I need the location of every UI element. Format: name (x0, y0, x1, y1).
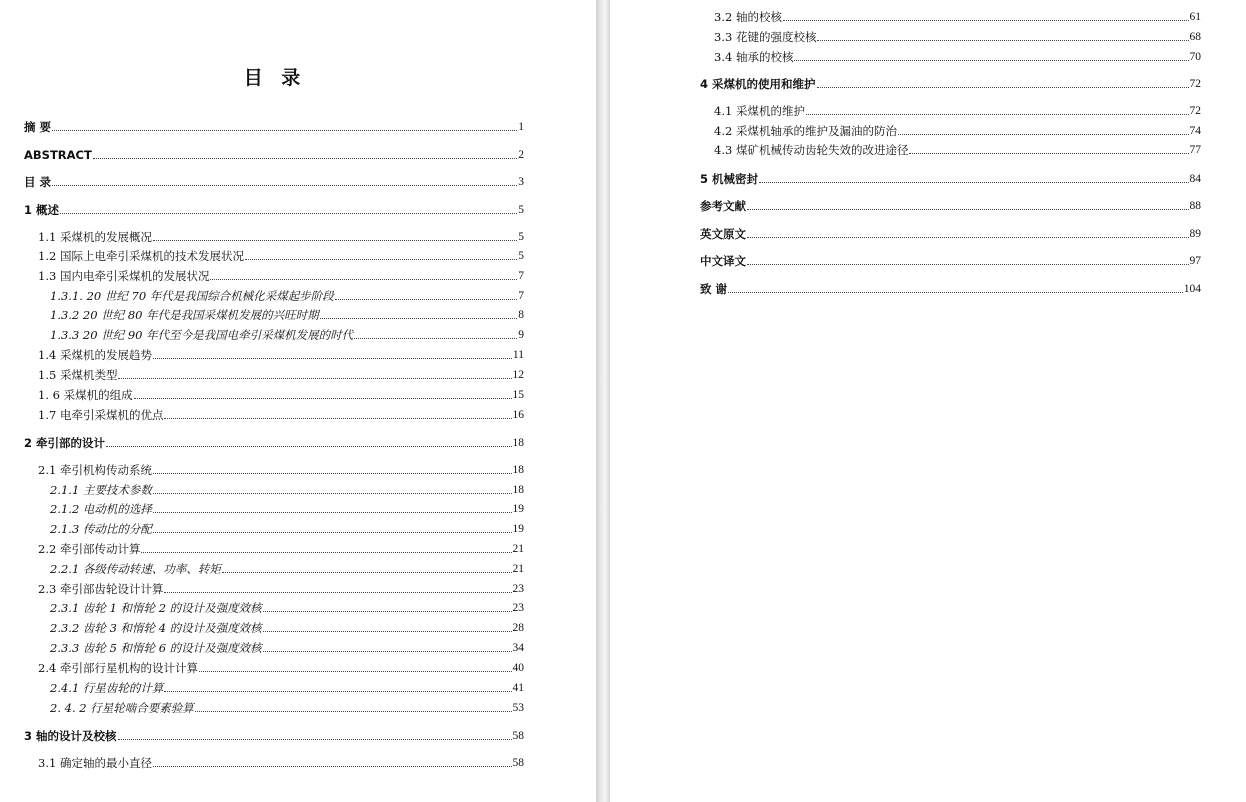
dot-leader (263, 630, 512, 632)
dot-leader (210, 278, 517, 280)
toc-entry[interactable] (38, 368, 524, 382)
toc-entry-title: 1.3.3 20 世纪 90 年代至今是我国电牵引采煤机发展的时代 (50, 328, 354, 342)
toc-entry-page-number: 97 (1189, 255, 1201, 267)
dot-leader (794, 59, 1188, 61)
toc-entry-page-number: 89 (1189, 228, 1201, 240)
toc-entry-title: 4.1 采煤机的维护 (714, 104, 805, 118)
toc-entry-title: 参考文献 (700, 199, 746, 213)
toc-entry[interactable] (50, 328, 524, 342)
toc-entry-page-number: 40 (512, 662, 524, 674)
toc-entry[interactable] (700, 282, 1201, 296)
dot-leader (153, 511, 512, 513)
toc-entry[interactable] (714, 50, 1201, 64)
toc-entry[interactable] (38, 348, 524, 362)
toc-entry[interactable] (38, 661, 524, 675)
dot-leader (153, 239, 517, 241)
toc-entry-page-number: 5 (518, 250, 524, 262)
toc-entry-page-number: 84 (1189, 173, 1201, 185)
toc-entry[interactable] (714, 143, 1201, 157)
toc-entry-page-number: 53 (512, 702, 524, 714)
toc-entry-page-number: 15 (512, 389, 524, 401)
toc-entry[interactable] (38, 463, 524, 477)
toc-entry[interactable] (38, 408, 524, 422)
dot-leader (164, 591, 511, 593)
toc-entry[interactable] (50, 502, 524, 516)
dot-leader (199, 670, 512, 672)
toc-entry-page-number: 72 (1189, 105, 1201, 117)
toc-entry-title: 4 采煤机的使用和维护 (700, 77, 816, 91)
toc-entry[interactable] (38, 249, 524, 263)
toc-entry[interactable] (50, 483, 524, 497)
toc-entry[interactable] (700, 227, 1201, 241)
toc-entry[interactable] (50, 289, 524, 303)
toc-entry[interactable] (38, 582, 524, 596)
toc-entry[interactable] (50, 522, 524, 536)
toc-entry-page-number: 68 (1189, 31, 1201, 43)
toc-entry-title: 1.3.2 20 世纪 80 年代是我国采煤机发展的兴旺时期 (50, 308, 319, 322)
toc-entry-title: 2.3.1 齿轮 1 和惰轮 2 的设计及强度效核 (50, 601, 262, 615)
toc-entry-page-number: 11 (512, 349, 524, 361)
toc-entry-title: 4.3 煤矿机械传动齿轮失效的改进途径 (714, 143, 909, 157)
toc-entry-title: 1.4 采煤机的发展趋势 (38, 348, 152, 362)
dot-leader (909, 152, 1188, 154)
left-page (0, 0, 596, 802)
dot-leader (728, 291, 1183, 293)
dot-leader (335, 298, 517, 300)
toc-entry[interactable] (700, 172, 1201, 186)
toc-entry-page-number: 3 (518, 176, 524, 188)
dot-leader (817, 86, 1189, 88)
toc-entry-title: 2.3 牵引部齿轮设计计算 (38, 582, 164, 596)
dot-leader (118, 377, 511, 379)
toc-entry-page-number: 19 (512, 523, 524, 535)
page-gutter (596, 0, 610, 802)
dot-leader (783, 19, 1189, 21)
toc-entry-title: 3.3 花键的强度校核 (714, 30, 817, 44)
toc-entry-page-number: 23 (512, 602, 524, 614)
toc-entry-page-number: 8 (518, 309, 524, 321)
dot-leader (134, 397, 512, 399)
toc-title: 目 录 (243, 67, 307, 89)
toc-entry-page-number: 77 (1189, 144, 1201, 156)
dot-leader (141, 551, 511, 553)
toc-entry[interactable] (50, 562, 524, 576)
toc-entry-page-number: 21 (512, 543, 524, 555)
toc-entry-title: 1.7 电牵引采煤机的优点 (38, 408, 164, 422)
toc-entry[interactable] (50, 681, 524, 695)
toc-entry[interactable] (24, 148, 524, 162)
toc-entry-title: 4.2 采煤机轴承的维护及漏油的防治 (714, 124, 897, 138)
toc-entry-page-number: 18 (512, 437, 524, 449)
toc-entry-title: 致 谢 (700, 282, 728, 296)
toc-entry[interactable] (714, 10, 1201, 24)
right-page (610, 0, 1246, 802)
toc-entry-page-number: 41 (512, 682, 524, 694)
dot-leader (747, 236, 1189, 238)
toc-entry-title: 1. 6 采煤机的组成 (38, 388, 133, 402)
dot-leader (153, 472, 512, 474)
toc-entry[interactable] (38, 230, 524, 244)
toc-entry-page-number: 23 (512, 583, 524, 595)
toc-entry-page-number: 88 (1189, 200, 1201, 212)
toc-entry-page-number: 16 (512, 409, 524, 421)
toc-entry[interactable] (38, 542, 524, 556)
toc-entry[interactable] (700, 254, 1201, 268)
toc-entry-title: 1.3 国内电牵引采煤机的发展状况 (38, 269, 210, 283)
toc-entry-title: 2.1 牵引机构传动系统 (38, 463, 152, 477)
toc-entry-title: 2.2.1 各级传动转速、功率、转矩 (50, 562, 221, 576)
dot-leader (153, 492, 512, 494)
dot-leader (245, 258, 517, 260)
toc-entry-title: 目 录 (24, 175, 52, 189)
dot-leader (263, 610, 512, 612)
toc-entry-title: ABSTRACT (24, 148, 92, 162)
toc-entry-page-number: 18 (512, 464, 524, 476)
toc-entry-title: 3.1 确定轴的最小直径 (38, 756, 152, 770)
toc-entry-title: 2.2 牵引部传动计算 (38, 542, 141, 556)
dot-leader (52, 129, 517, 131)
toc-entry-title: 3.2 轴的校核 (714, 10, 782, 24)
toc-entry[interactable] (38, 269, 524, 283)
toc-entry-title: 5 机械密封 (700, 172, 759, 186)
dot-leader (747, 208, 1189, 210)
toc-entry-page-number: 5 (518, 231, 524, 243)
toc-entry-page-number: 28 (512, 622, 524, 634)
toc-entry-page-number: 7 (518, 270, 524, 282)
toc-entry-title: 2.3.3 齿轮 5 和惰轮 6 的设计及强度效核 (50, 641, 262, 655)
dot-leader (60, 212, 517, 214)
toc-entry[interactable] (714, 124, 1201, 138)
toc-entry-title: 2.4 牵引部行星机构的设计计算 (38, 661, 198, 675)
toc-entry-title: 2.3.2 齿轮 3 和惰轮 4 的设计及强度效核 (50, 621, 262, 635)
toc-entry-page-number: 58 (512, 730, 524, 742)
toc-entry[interactable] (24, 120, 524, 134)
dot-leader (93, 157, 517, 159)
toc-entry-page-number: 104 (1183, 283, 1201, 295)
toc-entry[interactable] (700, 77, 1201, 91)
toc-entry-page-number: 72 (1189, 78, 1201, 90)
dot-leader (354, 337, 517, 339)
toc-entry[interactable] (50, 701, 524, 715)
toc-entry[interactable] (714, 104, 1201, 118)
toc-entry-title: 摘 要 (24, 120, 52, 134)
toc-entry[interactable] (50, 308, 524, 322)
toc-entry[interactable] (24, 203, 524, 217)
toc-entry-title: 3 轴的设计及校核 (24, 729, 117, 743)
toc-entry-page-number: 2 (518, 149, 524, 161)
dot-leader (195, 710, 512, 712)
toc-entry-page-number: 5 (518, 204, 524, 216)
toc-entry-title: 3.4 轴承的校核 (714, 50, 794, 64)
dot-leader (806, 113, 1189, 115)
dot-leader (320, 317, 518, 319)
toc-entry[interactable] (38, 388, 524, 402)
toc-entry[interactable] (24, 175, 524, 189)
toc-entry-page-number: 19 (512, 503, 524, 515)
toc-entry-title: 1.3.1. 20 世纪 70 年代是我国综合机械化采煤起步阶段 (50, 289, 334, 303)
toc-entry[interactable] (714, 30, 1201, 44)
toc-entry[interactable] (700, 199, 1201, 213)
toc-entry-title: 1.5 采煤机类型 (38, 368, 118, 382)
toc-entry-page-number: 12 (512, 369, 524, 381)
dot-leader (164, 690, 511, 692)
toc-entry-page-number: 34 (512, 642, 524, 654)
toc-entry-page-number: 58 (512, 757, 524, 769)
toc-entry[interactable] (50, 601, 524, 615)
toc-entry-title: 2. 4. 2 行星轮啮合要素验算 (50, 701, 194, 715)
toc-entry-page-number: 70 (1189, 51, 1201, 63)
toc-entry-title: 中文译文 (700, 254, 746, 268)
toc-entry[interactable] (38, 756, 524, 770)
toc-entry[interactable] (50, 641, 524, 655)
toc-entry-title: 2.4.1 行星齿轮的计算 (50, 681, 164, 695)
toc-entry-page-number: 61 (1189, 11, 1201, 23)
dot-leader (52, 184, 517, 186)
toc-entry-page-number: 18 (512, 484, 524, 496)
toc-entry-title: 2.1.3 传动比的分配 (50, 522, 152, 536)
toc-entry-title: 2 牵引部的设计 (24, 436, 106, 450)
dot-leader (153, 531, 512, 533)
toc-entry-page-number: 1 (518, 121, 524, 133)
dot-leader (817, 39, 1188, 41)
dot-leader (747, 263, 1189, 265)
dot-leader (222, 571, 512, 573)
dot-leader (759, 181, 1188, 183)
toc-entry-title: 1 概述 (24, 203, 60, 217)
dot-leader (263, 650, 512, 652)
toc-entry[interactable] (24, 436, 524, 450)
toc-entry-page-number: 21 (512, 563, 524, 575)
dot-leader (153, 765, 512, 767)
dot-leader (118, 738, 512, 740)
toc-entry-title: 1.1 采煤机的发展概况 (38, 230, 152, 244)
toc-entry[interactable] (24, 729, 524, 743)
toc-entry-page-number: 7 (518, 290, 524, 302)
toc-entry-page-number: 74 (1189, 125, 1201, 137)
toc-entry-title: 英文原文 (700, 227, 746, 241)
toc-entry-title: 1.2 国际上电牵引采煤机的技术发展状况 (38, 249, 244, 263)
dot-leader (164, 417, 511, 419)
toc-entry-title: 2.1.2 电动机的选择 (50, 502, 152, 516)
dot-leader (106, 445, 511, 447)
toc-entry[interactable] (50, 621, 524, 635)
toc-entry-title: 2.1.1 主要技术参数 (50, 483, 152, 497)
dot-leader (898, 133, 1189, 135)
toc-entry-page-number: 9 (518, 329, 524, 341)
dot-leader (153, 357, 512, 359)
